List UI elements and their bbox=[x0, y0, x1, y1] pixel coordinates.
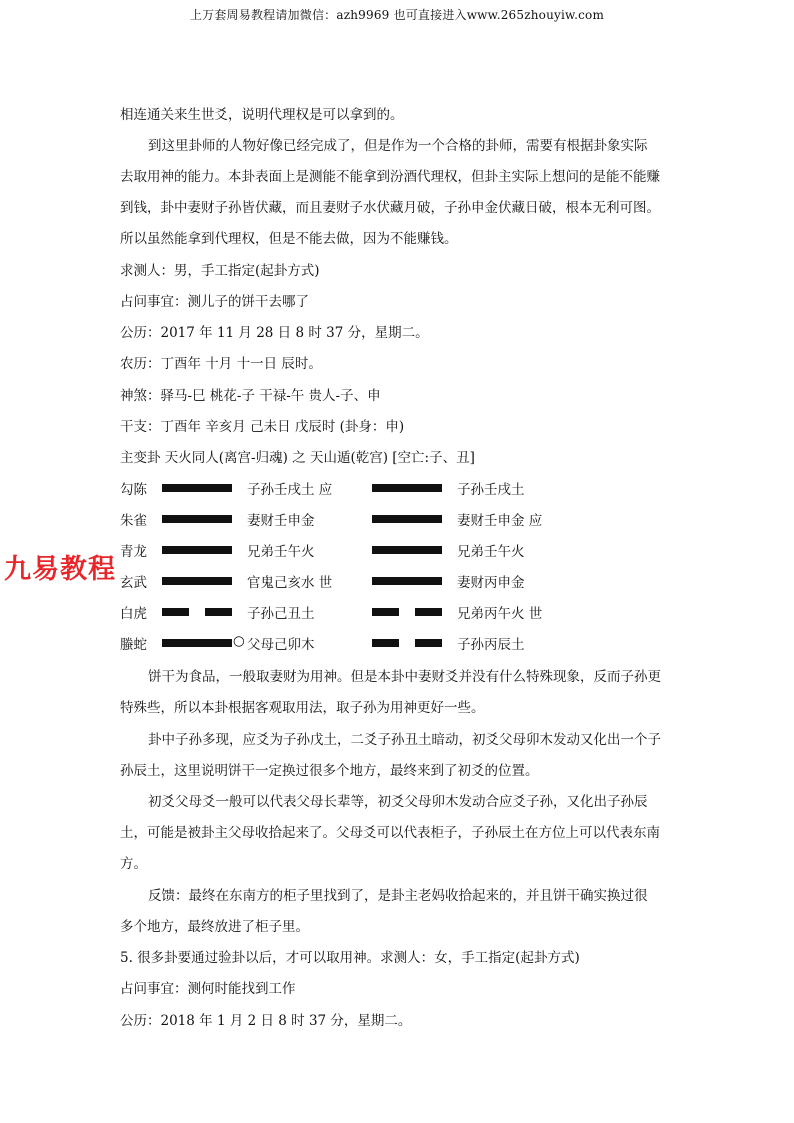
main-yao-line bbox=[162, 515, 232, 523]
changed-yao-line bbox=[372, 639, 442, 647]
six-spirit-label: 白虎 bbox=[120, 606, 147, 622]
main-yao-text: 子孙己丑土 bbox=[247, 606, 315, 622]
analysis-line: 土，可能是被卦主父母收拾起来了。父母爻可以代表柜子，子孙辰土在方位上可以代表东南 bbox=[120, 825, 660, 841]
yang-line-segment bbox=[162, 515, 232, 523]
changed-yao-text: 子孙丙辰土 bbox=[457, 637, 525, 653]
changed-yao-line bbox=[372, 546, 442, 554]
paragraph-line: 所以虽然能拿到代理权，但是不能去做，因为不能赚钱。 bbox=[120, 231, 458, 247]
main-yao-line bbox=[162, 639, 232, 647]
yang-line-segment bbox=[162, 639, 232, 647]
shensha-line: 神煞：驿马-巳 桃花-子 干禄-午 贵人-子、申 bbox=[120, 388, 381, 404]
yin-line-segment bbox=[415, 639, 442, 647]
main-yao-line bbox=[162, 577, 232, 585]
main-yao-line bbox=[162, 608, 232, 616]
yang-line-segment bbox=[372, 484, 442, 492]
yang-line-segment bbox=[372, 546, 442, 554]
changed-yao-text: 妻财壬申金 应 bbox=[457, 513, 543, 529]
paragraph-line: 相连通关来生世爻，说明代理权是可以拿到的。 bbox=[120, 107, 404, 123]
changed-yao-text: 子孙壬戌土 bbox=[457, 482, 525, 498]
analysis-line: 卦中子孙多现，应爻为子孙戊土，二爻子孙丑土暗动，初爻父母卯木发动又化出一个子 bbox=[148, 732, 661, 748]
main-yao-text: 兄弟壬午火 bbox=[247, 544, 315, 560]
analysis-line: 孙辰土，这里说明饼干一定换过很多个地方，最终来到了初爻的位置。 bbox=[120, 763, 539, 779]
yin-line-segment bbox=[372, 608, 399, 616]
changed-yao-text: 妻财丙申金 bbox=[457, 575, 525, 591]
six-spirit-label: 朱雀 bbox=[120, 513, 147, 529]
yang-line-segment bbox=[372, 577, 442, 585]
analysis-line: 特殊些，所以本卦根据客观取用法，取子孙为用神更好一些。 bbox=[120, 700, 485, 716]
gregorian-date-line: 公历：2017 年 11 月 28 日 8 时 37 分，星期二。 bbox=[120, 325, 429, 341]
watermark-logo: 九易教程 bbox=[4, 554, 116, 585]
changed-yao-line bbox=[372, 577, 442, 585]
yang-line-segment bbox=[162, 484, 232, 492]
analysis-line: 初爻父母爻一般可以代表父母长辈等，初爻父母卯木发动合应爻子孙，又化出子孙辰 bbox=[148, 794, 648, 810]
yin-line-segment bbox=[372, 639, 399, 647]
changed-yao-line bbox=[372, 515, 442, 523]
main-yao-text: 子孙壬戌土 应 bbox=[247, 482, 333, 498]
lunar-date-line: 农历：丁酉年 十月 十一日 辰时。 bbox=[120, 356, 322, 372]
gregorian-date-line: 公历：2018 年 1 月 2 日 8 时 37 分，星期二。 bbox=[120, 1013, 412, 1029]
section-heading-line: 5. 很多卦要通过验卦以后，才可以取用神。求测人：女，手工指定(起卦方式) bbox=[120, 950, 580, 966]
six-spirit-label: 螣蛇 bbox=[120, 637, 147, 653]
yin-line-segment bbox=[415, 608, 442, 616]
analysis-line: 方。 bbox=[120, 856, 147, 872]
feedback-line: 多个地方，最终放进了柜子里。 bbox=[120, 919, 309, 935]
question-line: 占问事宜：测何时能找到工作 bbox=[120, 981, 296, 997]
hexagram-header-line: 主变卦 天火同人(离宫-归魂) 之 天山遁(乾宫) [空亡:子、丑] bbox=[120, 450, 475, 466]
analysis-line: 饼干为食品，一般取妻财为用神。但是本卦中妻财爻并没有什么特殊现象，反而子孙更 bbox=[148, 669, 661, 685]
six-spirit-label: 玄武 bbox=[120, 575, 147, 591]
ganzhi-line: 干支：丁酉年 辛亥月 己未日 戊辰时 (卦身：申) bbox=[120, 419, 405, 435]
yang-line-segment bbox=[372, 515, 442, 523]
changed-yao-text: 兄弟丙午火 世 bbox=[457, 606, 543, 622]
feedback-line: 反馈：最终在东南方的柜子里找到了，是卦主老妈收拾起来的，并且饼干确实换过很 bbox=[148, 888, 648, 904]
querent-line: 求测人：男，手工指定(起卦方式) bbox=[120, 263, 320, 279]
paragraph-line: 到这里卦师的人物好像已经完成了，但是作为一个合格的卦师，需要有根据卦象实际 bbox=[148, 138, 648, 154]
six-spirit-label: 勾陈 bbox=[120, 482, 147, 498]
paragraph-line: 到钱，卦中妻财子孙皆伏藏，而且妻财子水伏藏月破，子孙申金伏藏日破，根本无利可图。 bbox=[120, 200, 660, 216]
main-yao-text: 官鬼己亥水 世 bbox=[247, 575, 333, 591]
main-yao-text: 父母己卯木 bbox=[247, 637, 315, 653]
moving-yao-marker: ○ bbox=[233, 633, 245, 649]
main-yao-line bbox=[162, 546, 232, 554]
changed-yao-line bbox=[372, 608, 442, 616]
question-line: 占问事宜：测儿子的饼干去哪了 bbox=[120, 294, 309, 310]
yang-line-segment bbox=[162, 577, 232, 585]
main-yao-line bbox=[162, 484, 232, 492]
changed-yao-text: 兄弟壬午火 bbox=[457, 544, 525, 560]
changed-yao-line bbox=[372, 484, 442, 492]
yin-line-segment bbox=[205, 608, 232, 616]
yin-line-segment bbox=[162, 608, 189, 616]
main-yao-text: 妻财壬申金 bbox=[247, 513, 315, 529]
paragraph-line: 去取用神的能力。本卦表面上是测能不能拿到汾酒代理权，但卦主实际上想问的是能不能赚 bbox=[120, 169, 660, 185]
yang-line-segment bbox=[162, 546, 232, 554]
page-header: 上万套周易教程请加微信：azh9969 也可直接进入www.265zhouyiw.com bbox=[189, 8, 605, 22]
six-spirit-label: 青龙 bbox=[120, 544, 147, 560]
